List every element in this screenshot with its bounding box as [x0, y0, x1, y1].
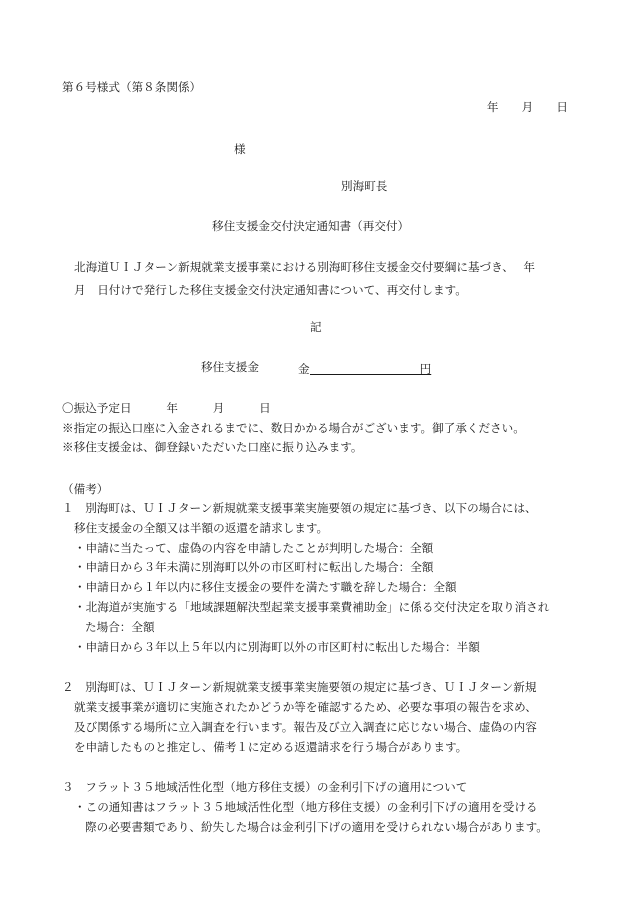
remark-2-line: ２ 別海町は、ＵＩＪターン新規就業支援事業実施要領の規定に基づき、ＵＩＪターン新規 [62, 680, 537, 694]
remark-1-bullet: ・申請日から３年以上５年以内に別海町以外の市区町村に転出した場合：半額 [74, 640, 480, 654]
amount-field [298, 362, 431, 376]
remarks-heading: （備考） [62, 482, 109, 496]
remark-1-bullet: ・申請に当たって、虚偽の内容を申請したことが判明した場合：全額 [74, 541, 434, 555]
remark-3-line: ・この通知書はフラット３５地域活性化型（地方移住支援）の金利引下げの適用を受ける [74, 800, 538, 814]
date-line: 年 月 日 [486, 100, 568, 114]
form-number: 第６号様式（第８条関係） [62, 80, 202, 94]
transfer-note-1: ※指定の振込口座に入金されるまでに、数日かかる場合がございます。御了承ください。 [62, 421, 525, 435]
body-line-1: 北海道ＵＩＪターン新規就業支援事業における別海町移住支援金交付要綱に基づき、 年 [74, 260, 535, 274]
amount-prefix: 金 [298, 362, 310, 376]
amount-blank [310, 362, 420, 375]
remark-2-line: を申請したものと推定し、備考１に定める返還請求を行う場合があります。 [74, 740, 468, 754]
issuer: 別海町長 [341, 179, 388, 193]
remark-1-line-1: １ 別海町は、ＵＩＪターン新規就業支援事業実施要領の規定に基づき、以下の場合には、 [62, 501, 537, 515]
remark-1-bullet: ・申請日から３年未満に別海町以外の市区町村に転出した場合：全額 [74, 560, 434, 574]
transfer-note-2: ※移住支援金は、御登録いただいた口座に振り込みます。 [62, 440, 363, 454]
remark-2-line: 就業支援事業が適切に実施されたかどうか等を確認するため、必要な事項の報告を求め、 [74, 700, 537, 714]
body-line-2: 月 日付けで発行した移住支援金交付決定通知書について、再交付します。 [74, 283, 467, 297]
document-title: 移住支援金交付決定通知書（再交付） [212, 219, 410, 233]
remark-1-bullet: ・北海道が実施する「地域課題解決型起業支援事業費補助金」に係る交付決定を取り消され [74, 600, 550, 614]
remark-3-heading: ３ フラット３５地域活性化型（地方移住支援）の金利引下げの適用について [62, 780, 468, 794]
amount-label: 移住支援金 [201, 360, 259, 374]
remark-1-bullet-continuation: た場合：全額 [85, 620, 155, 634]
ki-label: 記 [310, 320, 322, 334]
remark-2-line: 及び関係する場所に立入調査を行います。報告及び立入調査に応じない場合、虚偽の内容 [74, 720, 537, 734]
remark-3-line: 際の必要書類であり、紛失した場合は金利引下げの適用を受けられない場合があります。 [85, 820, 548, 834]
addressee-suffix: 様 [234, 142, 246, 156]
remark-1-bullet: ・申請日から１年以内に移住支援金の要件を満たす職を辞した場合：全額 [74, 580, 457, 594]
remark-1-line-2: 移住支援金の全額又は半額の返還を請求します。 [74, 521, 329, 535]
amount-unit: 円 [419, 362, 432, 376]
scheduled-transfer-date: 〇振込予定日 年 月 日 [62, 401, 271, 415]
